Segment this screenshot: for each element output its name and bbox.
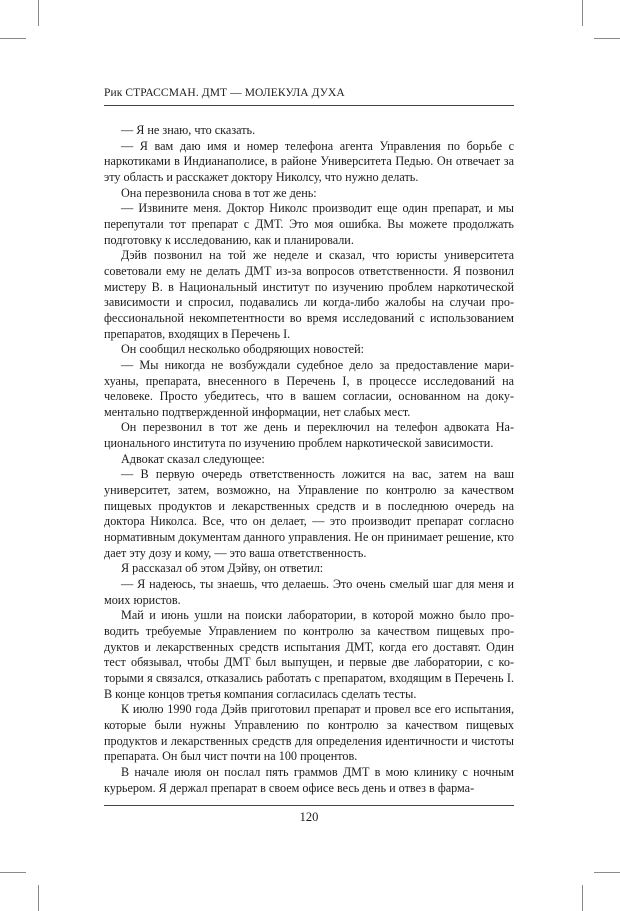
running-head: Рик СТРАССМАН. ДМТ — МОЛЕКУЛА ДУХА (104, 87, 345, 99)
paragraph: Дэйв позвонил на той же неделе и сказал, что юристы университета советовали ему не делать ДМТ из-за вопросов ответственности. Я позвонил мистеру В. в Национальный институт по изучению проблем наркотической зависимости и спросил, подавались ли когда-либо жалобы на случаи профессиональной некомпетентности во время исследований с использованием препаратов, входящих в Перечень I. (104, 248, 514, 341)
crop-mark-top-left (38, 0, 39, 26)
crop-mark-bottom-right (582, 885, 583, 911)
header-divider (104, 105, 514, 106)
paragraph: Адвокат сказал следующее: (121, 451, 265, 466)
body-text (104, 123, 514, 796)
crop-mark-top-right (582, 0, 583, 26)
crop-mark-left-upper (0, 38, 26, 39)
paragraph: Я рассказал об этом Дэйву, он ответил: (121, 561, 324, 576)
paragraph: В начале июля он послал пять граммов ДМТ в мою клинику с ночным курьером. Я держал препарат в своем офисе весь день и отвез в фарма- (104, 764, 514, 795)
crop-mark-right-upper (594, 38, 620, 39)
paragraph: — Извините меня. Доктор Николс производит еще один препарат, и мы перепутали тот препарат с ДМТ. Это моя ошибка. Вы можете продолжать подготовку к исследованию, как и планировали. (104, 201, 514, 247)
paragraph: Она перезвонила снова в тот же день: (121, 185, 317, 200)
crop-mark-right-lower (594, 872, 620, 873)
paragraph: Май и июнь ушли на поиски лаборатории, в которой можно было проводить требуемые Управлением по контролю за качеством пищевых продуктов и лекарственных средств испытания ДМТ, когда его доставят. Один тест обязывал, чтобы ДМТ был выпущен, и первые две лаборатории, с которыми я связался, отказались работать с препаратом, входящим в Перечень I. В конце концов третья компания согласилась сделать тесты. (104, 608, 514, 701)
paragraph: Он сообщил несколько ободряющих новостей: (121, 342, 364, 357)
paragraph: — Я надеюсь, ты знаешь, что делаешь. Это очень смелый шаг для меня и моих юристов. (104, 577, 514, 607)
crop-mark-bottom-left (38, 885, 39, 911)
footer-divider (104, 805, 514, 806)
paragraph: — В первую очередь ответственность ложится на вас, затем на ваш университет, затем, возможно, на Управление по контролю за качеством пищевых продуктов и лекарственных средств и в последнюю очередь на доктора Николса. Все, что он делает, — это производит препарат согласно нормативным документам данного управления. Не он принимает решение, кто дает эту дозу и кому, — это ваша ответственность. (104, 467, 514, 560)
paragraph: — Я вам даю имя и номер телефона агента Управления по борьбе с наркотиками в Индианаполисе, в районе Университета Педью. Он отвечает за эту область и расскажет доктору Николсу, что нужно делать. (104, 138, 514, 184)
paragraph: Он перезвонил в тот же день и переключил на телефон адвоката Национального института по изучению проблем наркотической зависимости. (104, 420, 514, 451)
page-number: 120 (299, 810, 319, 824)
crop-mark-left-lower (0, 872, 26, 873)
paragraph: К июлю 1990 года Дэйв приготовил препарат и провел все его испытания, которые были нужны Управлению по контролю за качеством пищевых продуктов и лекарственных средств для определения идентичности и чистоты препарата. Он был чист почти на 100 процентов. (104, 702, 514, 764)
paragraph: — Мы никогда не возбуждали судебное дело за предоставление марихуаны, препарата, внесенного в Перечень I, в процессе исследований на человеке. Просто убедитесь, что в вашем согласии, основанном на документально подтвержденной информации, нет слабых мест. (104, 357, 514, 419)
paragraph: — Я не знаю, что сказать. (121, 123, 256, 137)
